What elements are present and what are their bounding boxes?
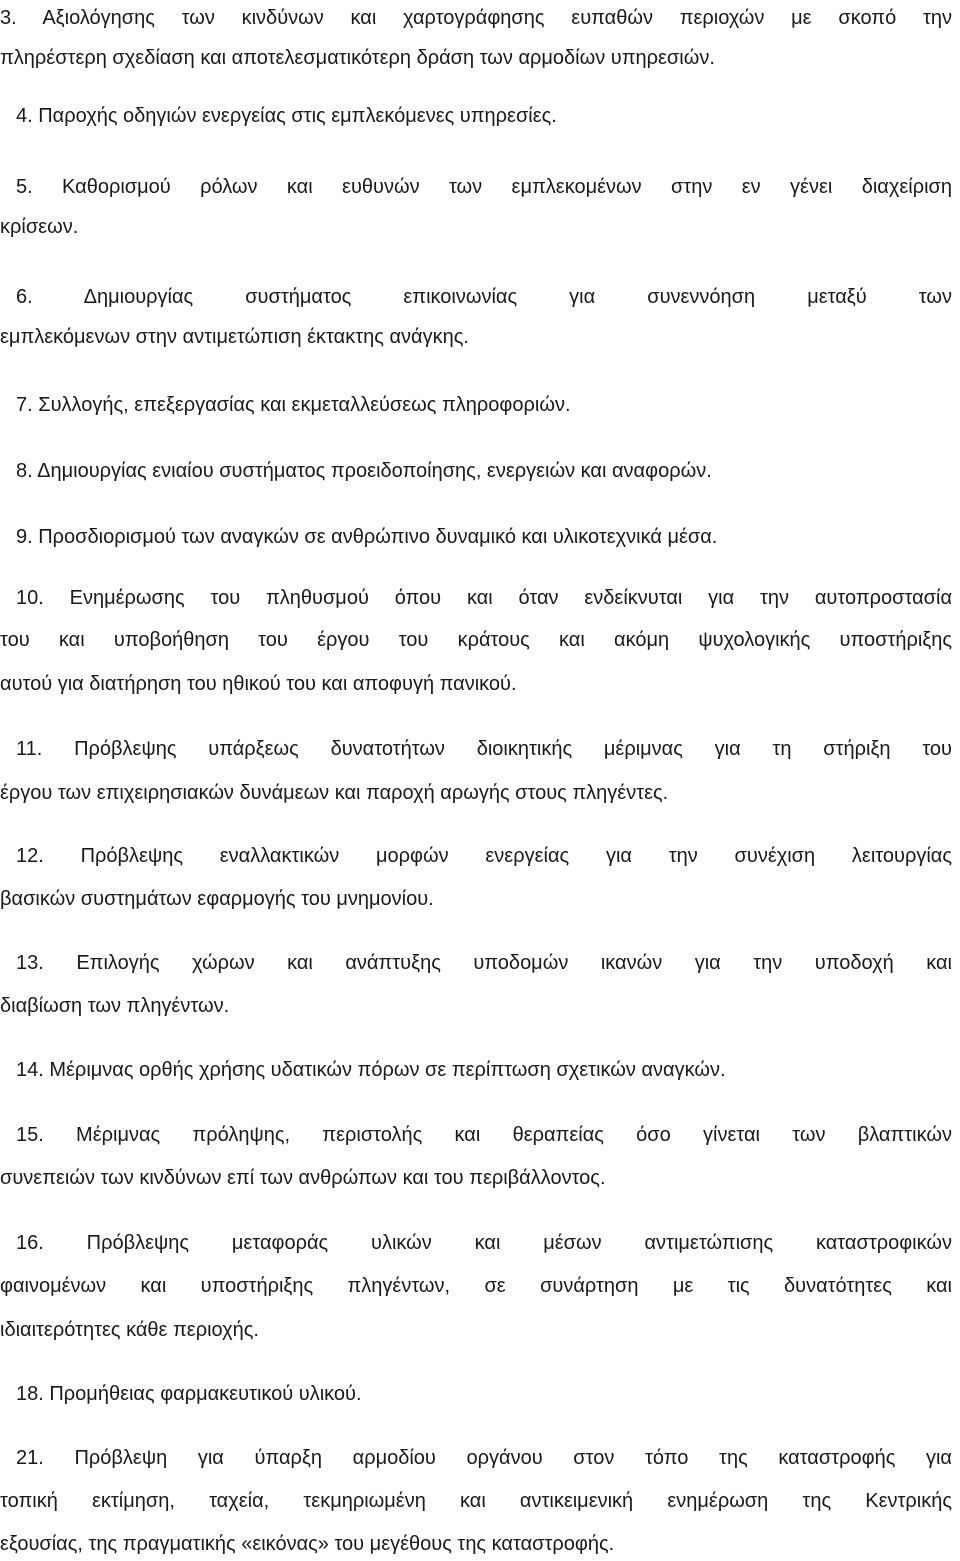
item-15-line-1: 15. Μέριμνας πρόληψης, περιστολής και θεραπείας όσο γίνεται των βλαπτικών [16, 1124, 952, 1146]
item-13-line-2: διαβίωση των πληγέντων. [0, 995, 230, 1017]
item-21-line-1: 21. Πρόβλεψη για ύπαρξη αρμοδίου οργάνου στον τόπο της καταστροφής για [16, 1447, 952, 1469]
item-21-line-2: τοπική εκτίμηση, ταχεία, τεκμηριωμένη και αντικειμενική ενημέρωση της Κεντρικής [0, 1490, 952, 1512]
item-13-line-1: 13. Επιλογής χώρων και ανάπτυξης υποδομών ικανών για την υποδοχή και [16, 952, 952, 974]
item-15-line-2: συνεπειών των κινδύνων επί των ανθρώπων και του περιβάλλοντος. [0, 1167, 606, 1189]
item-10-line-2: του και υποβοήθηση του έργου του κράτους και ακόμη ψυχολογικής υποστήριξης [0, 629, 952, 651]
item-21-line-3: εξουσίας, της πραγματικής «εικόνας» του μεγέθους της καταστροφής. [0, 1533, 615, 1555]
item-11-line-2: έργου των επιχειρησιακών δυνάμεων και παροχή αρωγής στους πληγέντες. [0, 782, 669, 804]
item-12-line-2: βασικών συστημάτων εφαρμογής του μνημονίου. [0, 888, 434, 910]
item-11-line-1: 11. Πρόβλεψης υπάρξεως δυνατοτήτων διοικητικής μέριμνας για τη στήριξη του [16, 738, 952, 760]
item-3-line-1: 3. Αξιολόγησης των κινδύνων και χαρτογράφησης ευπαθών περιοχών με σκοπό την [0, 7, 952, 29]
item-7-line-1: 7. Συλλογής, επεξεργασίας και εκμεταλλεύσεως πληροφοριών. [16, 394, 571, 416]
item-10-line-1: 10. Ενημέρωσης του πληθυσμού όπου και όταν ενδείκνυται για την αυτοπροστασία [16, 587, 952, 609]
item-16-line-1: 16. Πρόβλεψης μεταφοράς υλικών και μέσων αντιμετώπισης καταστροφικών [16, 1232, 952, 1254]
item-10-line-3: αυτού για διατήρηση του ηθικού του και αποφυγή πανικού. [0, 673, 517, 695]
item-16-line-2: φαινομένων και υποστήριξης πληγέντων, σε συνάρτηση με τις δυνατότητες και [0, 1275, 952, 1297]
item-5-line-1: 5. Καθορισμού ρόλων και ευθυνών των εμπλεκομένων στην εν γένει διαχείριση [16, 176, 952, 198]
item-4-line-1: 4. Παροχής οδηγιών ενεργείας στις εμπλεκόμενες υπηρεσίες. [16, 105, 557, 127]
item-12-line-1: 12. Πρόβλεψης εναλλακτικών μορφών ενεργείας για την συνέχιση λειτουργίας [16, 845, 952, 867]
item-5-line-2: κρίσεων. [0, 216, 79, 238]
item-3-line-2: πληρέστερη σχεδίαση και αποτελεσματικότερη δράση των αρμοδίων υπηρεσιών. [0, 47, 715, 69]
item-9-line-1: 9. Προσδιορισμού των αναγκών σε ανθρώπινο δυναμικό και υλικοτεχνικά μέσα. [16, 526, 718, 548]
item-14-line-1: 14. Μέριμνας ορθής χρήσης υδατικών πόρων σε περίπτωση σχετικών αναγκών. [16, 1059, 726, 1081]
item-6-line-1: 6. Δημιουργίας συστήματος επικοινωνίας για συνεννόηση μεταξύ των [16, 286, 952, 308]
item-18-line-1: 18. Προμήθειας φαρμακευτικού υλικού. [16, 1383, 362, 1405]
item-8-line-1: 8. Δημιουργίας ενιαίου συστήματος προειδοποίησης, ενεργειών και αναφορών. [16, 460, 712, 482]
item-6-line-2: εμπλεκόμενων στην αντιμετώπιση έκτακτης ανάγκης. [0, 326, 469, 348]
item-16-line-3: ιδιαιτερότητες κάθε περιοχής. [0, 1319, 259, 1341]
